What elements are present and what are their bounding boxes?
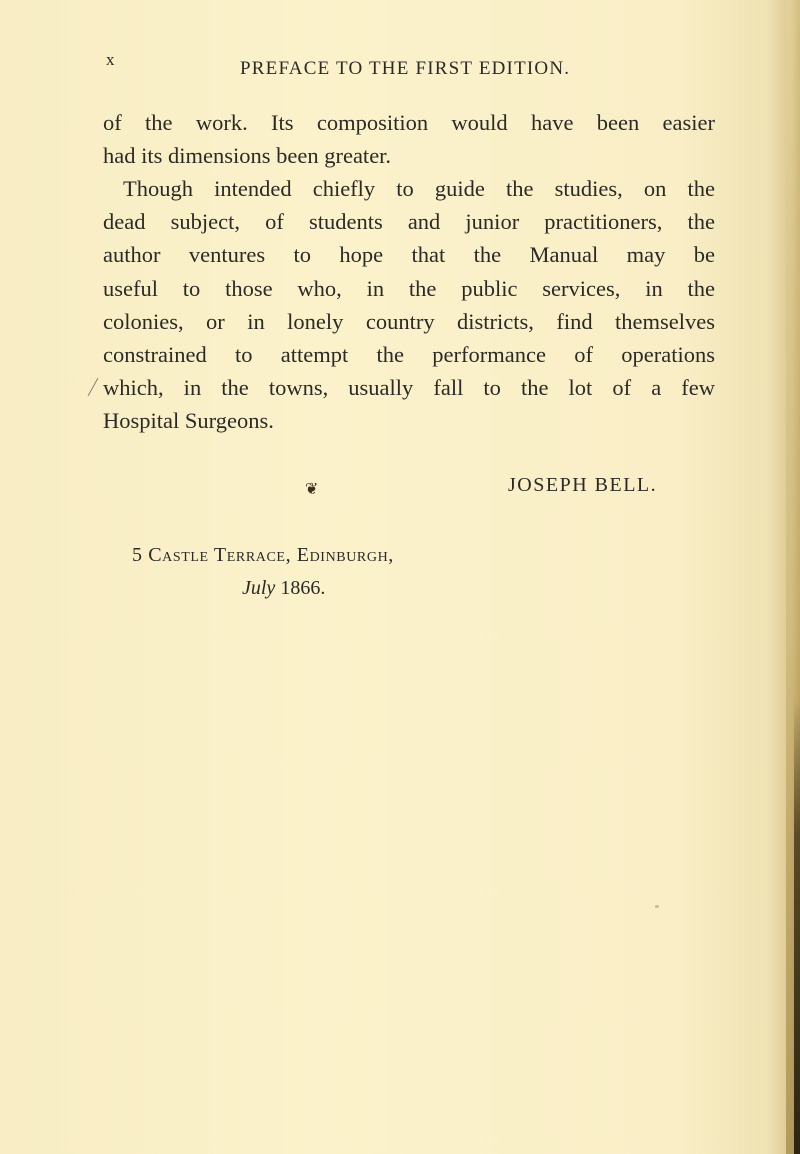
paragraph-line: useful to those who, in the public services, in the (103, 275, 715, 301)
date-year: 1866. (280, 577, 326, 599)
running-head: PREFACE TO THE FIRST EDITION. (240, 58, 571, 79)
date-month: July (242, 577, 276, 599)
paragraph-2 (103, 172, 715, 438)
paper-speck (655, 905, 659, 908)
pencil-stroke-icon (86, 376, 100, 398)
paragraph-line: of the work. Its composition would have been easier (103, 110, 715, 135)
paragraph-line: dead subject, of students and junior practitioners, the (103, 209, 715, 235)
paragraph-line: had its dimensions been greater. (103, 143, 392, 169)
paragraph-line: colonies, or in lonely country districts, find themselves (103, 308, 715, 334)
address-text: 5 Castle Terrace, Edinburgh, (132, 544, 394, 566)
paragraph-1 (103, 106, 715, 172)
paragraph-line: constrained to attempt the performance of operations (103, 342, 715, 368)
fleuron-icon: ❦ (305, 481, 319, 498)
paragraph-line: Though intended chiefly to guide the studies, on the (123, 176, 715, 201)
paragraph-line: which, in the towns, usually fall to the lot of a few (103, 375, 715, 401)
author-signature: JOSEPH BELL. (508, 474, 658, 496)
paragraph-line: author ventures to hope that the Manual may be (103, 242, 715, 268)
page-number: x (106, 50, 116, 69)
date-line (242, 577, 325, 600)
paragraph-line: Hospital Surgeons. (103, 408, 274, 434)
page-edge-shadow (794, 700, 800, 1154)
address-line (132, 544, 394, 567)
